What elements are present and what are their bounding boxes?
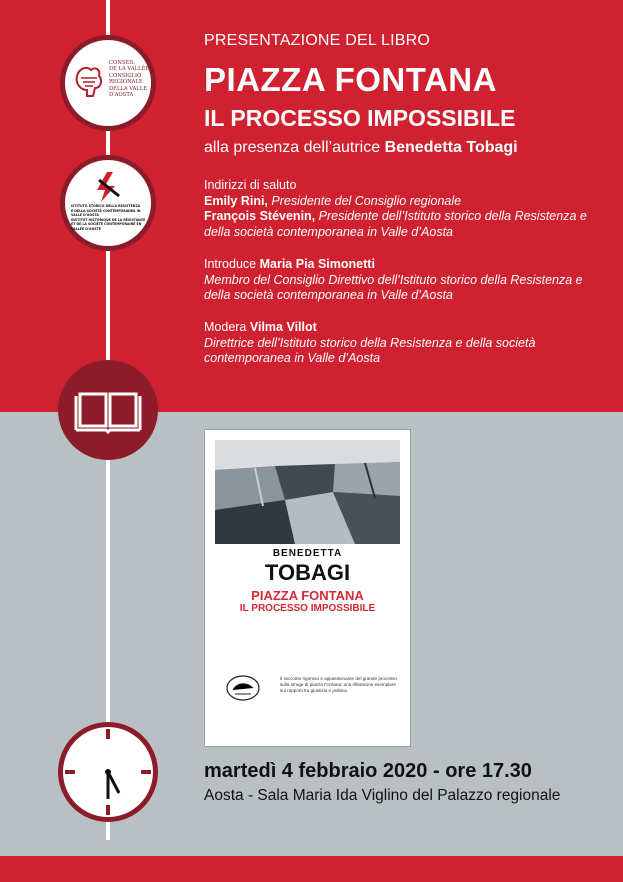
page-subtitle: IL PROCESSO IMPOSSIBILE bbox=[204, 105, 516, 131]
institute-line: E DELLA SOCIETÀ CONTEMPORANEA IN VALLE D’AOSTA bbox=[71, 208, 141, 218]
greeting-entry bbox=[204, 194, 599, 210]
council-line: D’AOSTA bbox=[109, 92, 134, 99]
clock-circle bbox=[58, 722, 158, 822]
cover-photo bbox=[215, 440, 400, 544]
cover-title: PIAZZA FONTANA bbox=[251, 588, 364, 603]
cover-author-first: BENEDETTA bbox=[272, 548, 343, 559]
speaker-name: François Stévenin, bbox=[204, 209, 316, 223]
clock-icon bbox=[63, 727, 153, 817]
intro-role: Membro del Consiglio Direttivo dell’Istituto storico della Resistenza e della società contemporanea in Valle d’Aosta bbox=[204, 272, 583, 302]
intro-section bbox=[204, 257, 599, 304]
institute-line: INSTITUT HISTORIQUE DE LA RÉSISTANCE bbox=[71, 217, 146, 222]
council-line: DELLA VALLE bbox=[109, 85, 148, 92]
council-emblem-icon bbox=[73, 62, 105, 102]
greetings-section bbox=[204, 178, 599, 240]
cover-author-last: TOBAGI bbox=[264, 560, 351, 585]
presence-text: alla presenza dell’autrice bbox=[204, 139, 381, 156]
event-info bbox=[204, 760, 560, 805]
institute-emblem-icon bbox=[93, 170, 125, 204]
intro-name: Maria Pia Simonetti bbox=[259, 257, 375, 271]
moderator-label: Modera bbox=[204, 320, 247, 334]
greetings-label: Indirizzi di saluto bbox=[204, 178, 297, 192]
event-location: Aosta - Sala Maria Ida Viglino del Palazzo regionale bbox=[204, 787, 561, 804]
council-line: DE LA VALLÉE bbox=[109, 66, 150, 73]
cover-blurb: Il racconto rigoroso e appassionante del grande processo sulla strage di piazza Fontana: una riflessione esemplare sui rapporti tra giustizia e politica. bbox=[280, 676, 397, 693]
moderator-role: Direttrice dell’Istituto storico della Resistenza e della società contemporanea in Valle d’Aosta bbox=[204, 335, 536, 365]
cover-subtitle: IL PROCESSO IMPOSSIBILE bbox=[239, 603, 376, 614]
speaker-role: Presidente del Consiglio regionale bbox=[271, 193, 462, 208]
moderator-name: Vilma Villot bbox=[249, 320, 317, 334]
institute-line: ET DE LA SOCIÉTÉ CONTEMPORAINE EN VALLÉE D’AOSTE bbox=[71, 222, 142, 231]
author-name: Benedetta Tobagi bbox=[384, 139, 518, 156]
institute-name bbox=[71, 204, 151, 232]
council-name bbox=[109, 60, 155, 98]
institute-line: ISTITUTO STORICO DELLA RESISTENZA bbox=[71, 204, 141, 208]
red-footer-bar bbox=[0, 856, 623, 882]
book-cover bbox=[205, 430, 410, 746]
moderator-section bbox=[204, 320, 599, 367]
book-circle bbox=[58, 360, 158, 460]
council-line: CONSEIL bbox=[109, 60, 135, 66]
greeting-entry bbox=[204, 209, 599, 240]
page-title: PIAZZA FONTANA bbox=[204, 61, 497, 98]
speaker-role: Presidente dell’Istituto storico della Resistenza e della società contemporanea in Valle d’Aosta bbox=[204, 209, 587, 239]
institute-logo bbox=[60, 155, 156, 251]
publisher-emblem-icon bbox=[225, 674, 261, 702]
maze-image bbox=[215, 440, 400, 544]
kicker: PRESENTAZIONE DEL LIBRO bbox=[204, 32, 430, 49]
author-presence bbox=[204, 139, 518, 157]
council-line: CONSIGLIO bbox=[109, 72, 142, 79]
council-line: REGIONALE bbox=[109, 79, 143, 86]
intro-label: Introduce bbox=[204, 257, 257, 271]
event-date-time: martedì 4 febbraio 2020 - ore 17.30 bbox=[204, 760, 532, 782]
speaker-name: Emily Rini, bbox=[204, 193, 268, 208]
open-book-icon bbox=[58, 360, 158, 460]
council-logo bbox=[60, 35, 156, 131]
